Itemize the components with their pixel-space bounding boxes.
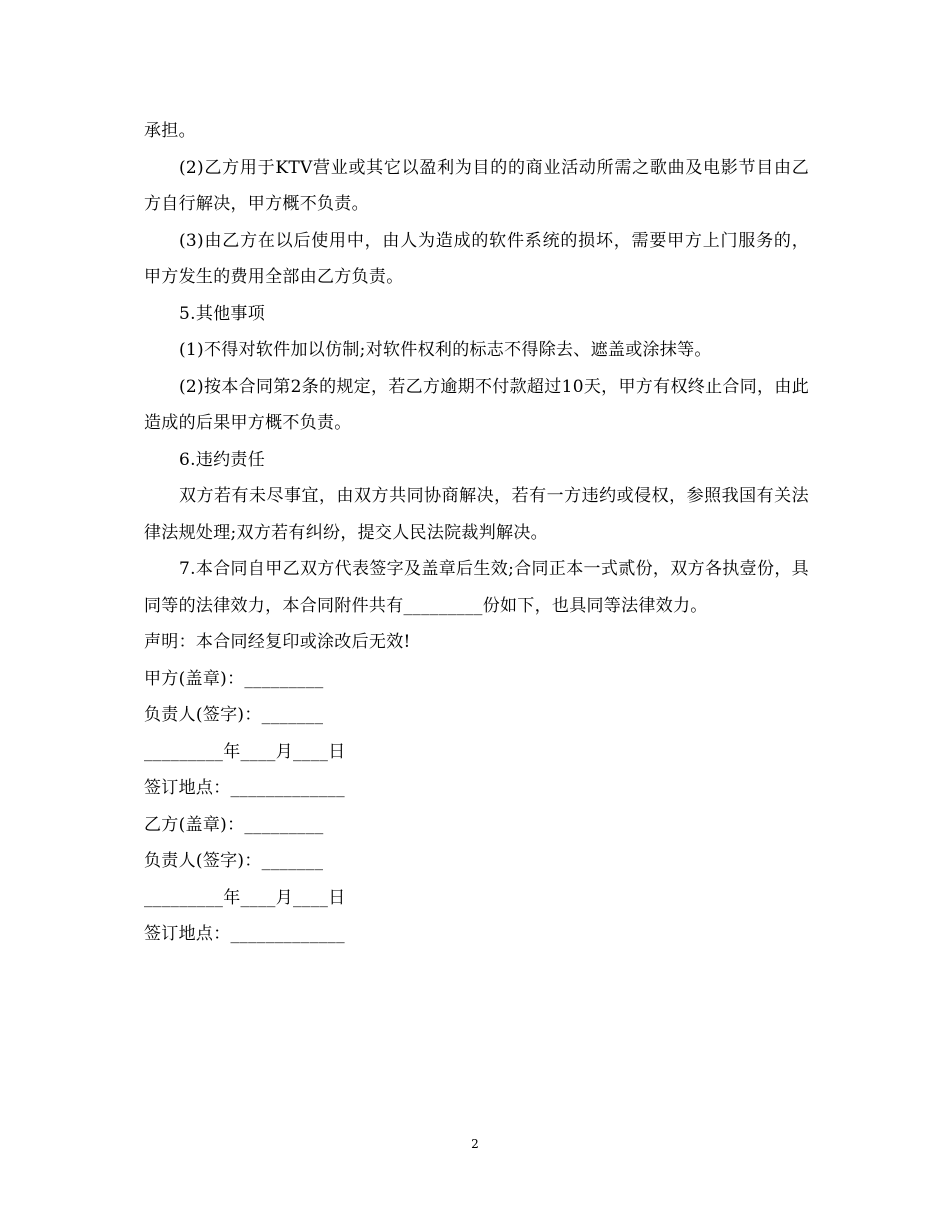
document-body: [144, 113, 809, 953]
party-b-date-line: _________年____月____日: [144, 887, 346, 908]
party-a-date-line: _________年____月____日: [144, 741, 346, 762]
paragraph-clause-5-2: (2)按本合同第2条的规定，若乙方逾期不付款超过10天，甲方有权终止合同，由此造成的后果甲方概不负责。: [144, 376, 809, 433]
party-a-seal-line: 甲方(盖章)：_________: [144, 668, 324, 689]
paragraph-declaration: 声明：本合同经复印或涂改后无效!: [144, 632, 411, 652]
party-b-place-line: 签订地点：_____________: [144, 924, 345, 944]
page-number: 2: [471, 1137, 479, 1151]
paragraph-clause-4-3: (3)由乙方在以后使用中，由人为造成的软件系统的损坏，需要甲方上门服务的，甲方发生的费用全部由乙方负责。: [144, 230, 809, 287]
paragraph-clause-5-1: (1)不得对软件加以仿制;对软件权利的标志不得除去、遮盖或涂抹等。: [179, 340, 712, 360]
section-heading-breach-liability: 6.违约责任: [179, 449, 266, 470]
section-heading-other-matters: 5.其他事项: [179, 303, 266, 324]
paragraph-clause-4-2: (2)乙方用于KTV营业或其它以盈利为目的的商业活动所需之歌曲及电影节目由乙方自行解决，甲方概不负责。: [144, 157, 809, 214]
paragraph-clause-7-effectiveness: 7.本合同自甲乙双方代表签字及盖章后生效;合同正本一式贰份，双方各执壹份，具同等的法律效力，本合同附件共有_________份如下，也具同等法律效力。: [144, 559, 809, 616]
party-b-seal-line: 乙方(盖章)：_________: [144, 814, 324, 835]
paragraph-continuation: 承担。: [144, 121, 196, 141]
party-b-signer-line: 负责人(签字)：_______: [144, 851, 324, 871]
paragraph-dispute-resolution: 双方若有未尽事宜，由双方共同协商解决，若有一方违约或侵权，参照我国有关法律法规处理;双方若有纠纷，提交人民法院裁判解决。: [144, 486, 809, 543]
party-a-signer-line: 负责人(签字)：_______: [144, 705, 324, 725]
party-a-place-line: 签订地点：_____________: [144, 778, 345, 798]
